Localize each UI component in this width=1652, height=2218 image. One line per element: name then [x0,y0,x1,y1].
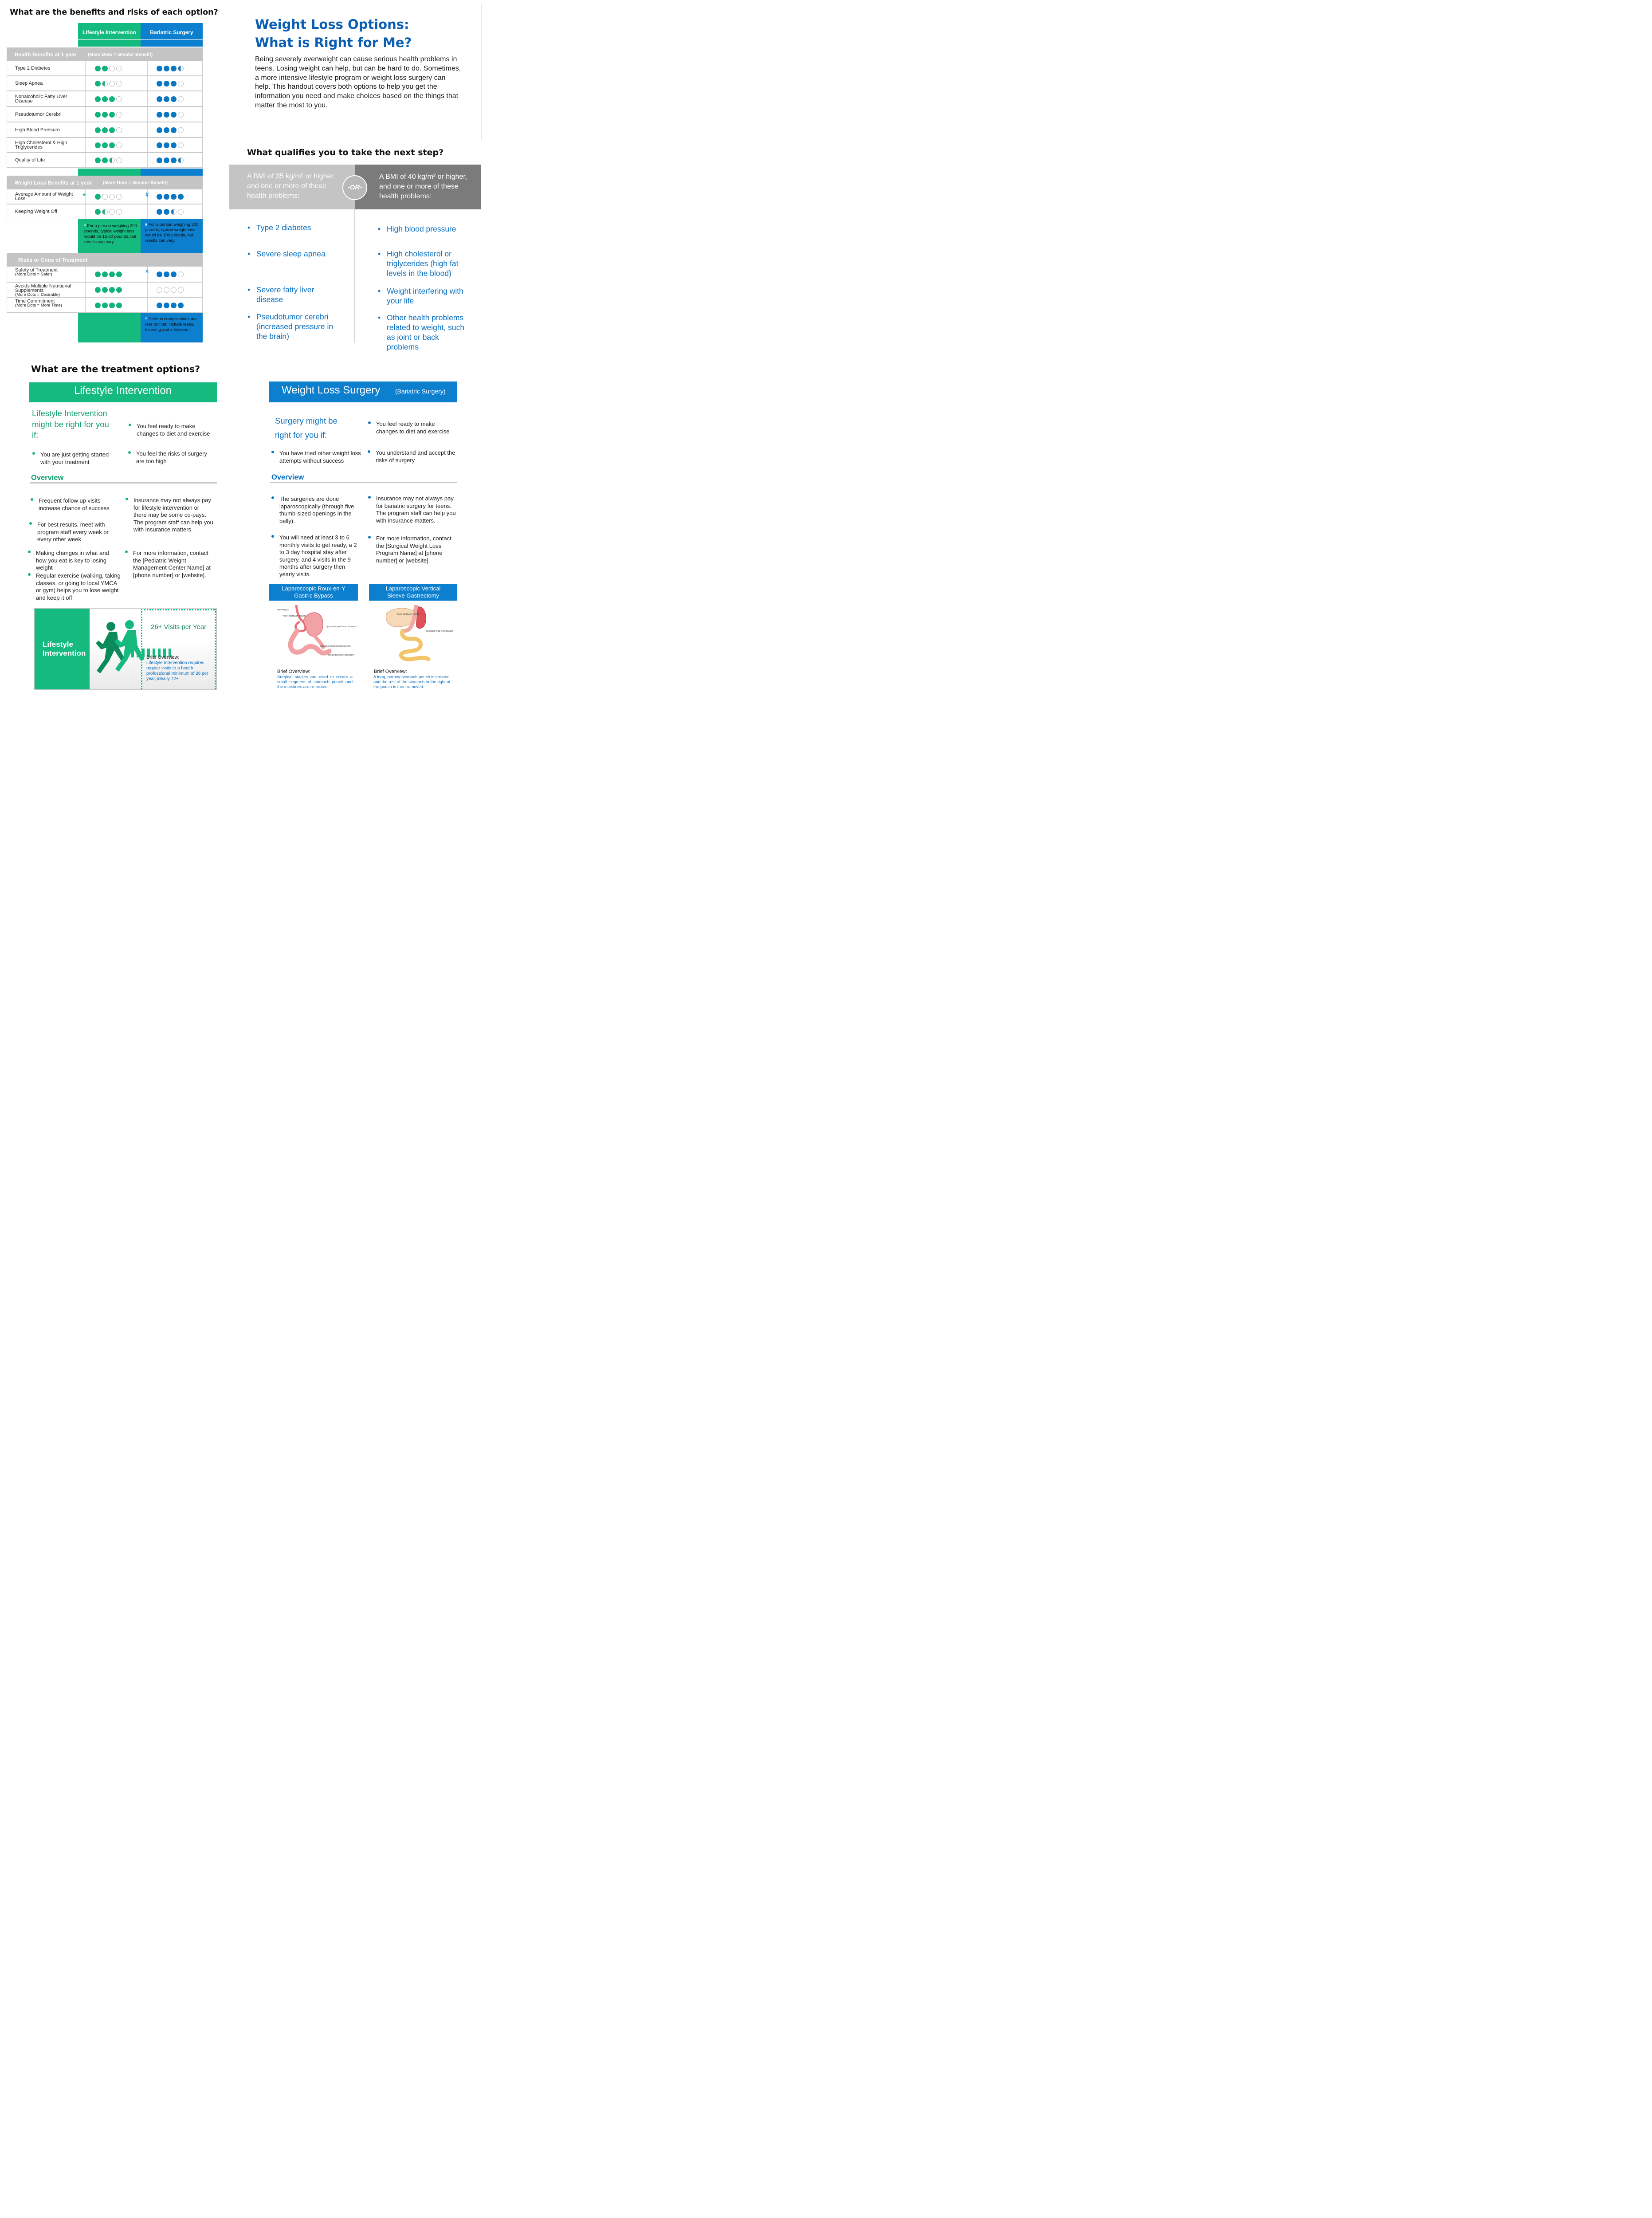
table-row [7,106,203,122]
rating-dot [102,157,108,163]
rating-dot [95,271,101,277]
table-row [7,122,203,138]
criteria-right-box: A BMI of 40 kg/m² or higher, and one or more of these health problems: [355,165,481,209]
or-badge: -OR- [342,175,367,200]
rating-dot [178,303,184,308]
lifestyle-if-item: You are just getting started with your treatment [40,451,111,466]
lifestyle-rating-dots [95,112,122,118]
lifestyle-overview-rule [30,482,217,484]
note-surgery: # For a person weighing 300 pounds, typical weight loss would be 100 pounds, but results can vary. [141,219,203,253]
surgery-rating-dots [157,157,184,163]
rating-dot [102,127,108,133]
lifestyle-if-item: You feel ready to make changes to diet and exercise [137,423,212,437]
rating-dot [109,96,115,102]
lifestyle-if-item: You feel the risks of surgery are too high [136,450,212,465]
rating-dot [109,194,115,200]
lifestyle-card [34,608,217,690]
weight-section-header: Weight Loss Benefits at 1 year (More Dots = Greater Benefit) [7,176,203,189]
label-opening: opening (jejunojejunostomy) [320,645,351,648]
criteria-item: • Weight interfering with your life [378,287,463,305]
rating-dot [178,209,184,215]
intro-body: Being severely overweight can cause serious health problems in teens. Losing weight can help, but can be hard to do. Sometimes, a more intensive lifestyle program or weight loss surgery can help. This handout covers both options to help you get the information you need and make choices based on the things that matter the most to you. [255,55,461,109]
lifestyle-overview-item: Frequent follow up visits increase chance of success [39,497,116,512]
table-row [7,189,203,204]
criteria-left-box: A BMI of 35 kg/m² or higher, and one or more of these health problems: [229,165,355,209]
criteria-item: • Type 2 diabetes [247,223,311,232]
rating-dot [157,96,162,102]
rating-dot [102,271,108,277]
rating-dot [102,142,108,148]
label-small-intestine: small intestine (jejunum) [328,654,355,657]
lifestyle-rating-dots [95,303,122,308]
rating-dot [178,194,184,200]
lifestyle-rating-dots [95,271,122,277]
rating-dot [95,194,101,200]
surgery-rating-dots [157,112,184,118]
rating-dot [116,271,122,277]
rating-dot [157,112,162,118]
lifestyle-overview-label: Overview [31,474,64,482]
note-risk: ^ Serious complications are rare but can include leaks, bleeding and infections. [141,313,203,342]
rating-dot [116,112,122,118]
lifestyle-header: Lifestyle Intervention [29,382,217,402]
rating-dot [157,157,162,163]
surgery-overview-item: The surgeries are done laparoscopically (through five thumb-sized openings in the belly). [279,496,359,525]
sleeve-brief-label: Brief Overview: [374,669,407,674]
row-label: High Cholesterol & High Triglycerides [15,140,67,150]
rating-dot [116,287,122,293]
rating-dot [164,194,169,200]
bypass-diagram [276,605,358,663]
rating-dot [171,209,177,215]
col-surgery-header: Bariatric Surgery [141,23,203,47]
rating-dot [116,96,122,102]
rating-dot [171,81,177,87]
rating-dot [95,127,101,133]
surgery-rating-dots [157,209,184,215]
surgery-rating-dots [157,96,184,102]
surgery-rating-dots [157,194,184,200]
criteria-item: • Severe fatty liver disease [247,285,314,304]
rating-dot [157,287,162,293]
rating-dot [164,142,169,148]
lifestyle-overview-item: Making changes in what and how you eat is key to losing weight [36,550,120,572]
rating-dot [102,81,108,87]
table-row [7,153,203,168]
rating-dot [171,157,177,163]
rating-dot [171,303,177,308]
intro-title-line2: What is Right for Me? [255,35,412,50]
rating-dot [102,96,108,102]
rating-dot [157,66,162,71]
lifestyle-overview-item: Regular exercise (walking, taking classes, or going to local YMCA or gym) helps you to lose weight and keep it off [36,572,122,602]
rating-dot [171,271,177,277]
rating-dot [95,287,101,293]
lifestyle-brief-label: Brief Overview: [146,655,180,660]
criteria-item: • Severe sleep apnea [247,249,326,258]
surgery-footnote-mark: ^ [145,269,149,275]
rating-dot [116,303,122,308]
rating-dot [109,209,115,215]
note-lifestyle: * For a person weighing 300 pounds, typical weight loss would be 15-30 pounds, but results can vary. [78,219,141,253]
rating-dot [109,271,115,277]
rating-dot [164,96,169,102]
intro-title-line1: Weight Loss Options: [255,17,409,32]
rating-dot [116,142,122,148]
sleeve-diagram [382,604,453,662]
surgery-footnote-mark: # [145,191,149,198]
qualify-divider [354,209,355,343]
rating-dot [95,303,101,308]
rating-dot [116,157,122,163]
row-label: Nonalcoholic Fatty Liver Disease [15,94,67,104]
surgery-if-item: You understand and accept the risks of surgery [376,449,455,464]
row-label: Average Amount of Weight Loss [15,192,73,201]
rating-dot [109,303,115,308]
label-esophagus: esophagus [277,609,289,611]
rating-dot [178,66,184,71]
criteria-item: • High blood pressure [378,224,456,233]
surgery-rating-dots [157,81,184,87]
table-row [7,266,203,282]
table-row [7,91,203,106]
rating-dot [164,157,169,163]
rating-dot [164,66,169,71]
risk-section-header: Risks or Cons of Treatment [7,253,203,266]
surgery-rating-dots [157,271,184,277]
label-new-pouch: "new" stomach pouch [282,615,306,617]
sleeve-header: Laparoscopic Vertical Sleeve Gastrectomy [369,584,457,601]
surgery-overview-rule [270,482,457,483]
surgery-if-item: You have tried other weight loss attempts without success [279,450,361,464]
table-row [7,204,203,219]
lifestyle-rating-dots [95,209,122,215]
row-label: Sleep Apnea [15,81,43,86]
row-label: Time Commitment (More Dots = More Time) [15,299,62,308]
rating-dot [116,127,122,133]
lifestyle-rating-dots [95,194,122,200]
rating-dot [102,209,108,215]
surgery-overview-item: For more information, contact the [Surgical Weight Loss Program Name] at [phone number] or [website]. [376,535,458,564]
rating-dot [171,194,177,200]
surgery-rating-dots [157,303,184,308]
rating-dot [171,112,177,118]
surgery-overview-label: Overview [271,473,304,481]
bypass-header: Laparoscopic Roux-en-Y Gastric Bypass [269,584,358,601]
lifestyle-card-left [35,609,90,689]
rating-dot [95,142,101,148]
lifestyle-overview-item: For more information, contact the [Pediatric Weight Management Center Name] at [phone number] or [website]. [133,550,215,579]
rating-dot [164,127,169,133]
criteria-item: • Pseudotumor cerebri (increased pressure in the brain) [247,312,334,341]
rating-dot [157,194,162,200]
rating-dot [95,157,101,163]
row-label: Safety of Treatment (More Dots = Safer) [15,267,58,277]
lifestyle-rating-dots [95,127,122,133]
rating-dot [178,81,184,87]
rating-dot [157,209,162,215]
health-section-header: Health Benefits at 1 year (More Dots = Greater Benefit) [7,47,203,61]
label-bypassed: bypassed portion of stomach [326,625,357,628]
rating-dot [157,271,162,277]
rating-dot [95,96,101,102]
sleeve-brief-text: A long, narrow stomach pouch is created and the rest of the stomach to the right of the pouch is then removed. [373,675,451,689]
surgery-overview-item: You will need at least 3 to 6 monthly visits to get ready, a 2 to 3 day hospital stay after surgery, and 4 visits in the 9 months after surgery then yearly visits. [279,534,361,578]
rating-dot [171,287,177,293]
col-lifestyle-header: Lifestyle Intervention [78,23,141,47]
rating-dot [95,81,101,87]
row-label: High Blood Pressure [15,127,60,133]
rating-dot [157,142,162,148]
lifestyle-rating-dots [95,81,122,87]
rating-dot [157,81,162,87]
visits-label: 26+ Visits per Year [151,623,207,631]
rating-dot [116,194,122,200]
row-label: Avoids Multiple Nutritional Supplements (More Dots = Desirable) [15,283,71,297]
rating-dot [95,112,101,118]
rating-dot [116,66,122,71]
lifestyle-overview-item: Insurance may not always pay for lifestyle intervention or there may be some co-pays. The program staff can help you with insurance matters. [133,497,213,533]
rating-dot [109,66,115,71]
table-row [7,297,203,313]
rating-dot [164,81,169,87]
criteria-item: • Other health problems related to weight, such as joint or back problems [378,313,465,351]
lifestyle-overview-item: For best results, meet with program staff every week or every other week [37,521,115,543]
row-label: Pseudotumor Cerebri [15,112,62,117]
bypass-brief-text: Surgical staples are used to create a small segment of stomach pouch and the intestines are re-routed. [277,675,353,689]
rating-dot [109,112,115,118]
intro-panel [229,4,482,140]
label-stomach-removed: Stomach that is removed [426,630,453,633]
rating-dot [157,127,162,133]
rating-dot [164,112,169,118]
lifestyle-rating-dots [95,142,122,148]
rating-dot [164,271,169,277]
rating-dot [116,209,122,215]
rating-dot [178,157,184,163]
surgery-if-item: You feel ready to make changes to diet and exercise [376,421,456,435]
surgery-rating-dots [157,287,184,293]
rating-dot [164,209,169,215]
rating-dot [95,209,101,215]
rating-dot [116,81,122,87]
row-label: Type 2 Diabetes [15,66,51,71]
lifestyle-rating-dots [95,287,122,293]
rating-dot [102,112,108,118]
rating-dot [102,287,108,293]
rating-dot [178,96,184,102]
rating-dot [95,66,101,71]
surgery-overview-item: Insurance may not always pay for bariatric surgery for teens. The program staff can help you with insurance matters. [376,495,456,524]
rating-dot [178,127,184,133]
row-label: Keeping Weight Off [15,209,57,214]
rating-dot [109,127,115,133]
qualify-heading: What qualifies you to take the next step? [247,148,444,157]
table-row [7,282,203,297]
rating-dot [171,142,177,148]
rating-dot [171,66,177,71]
surgery-header: Weight Loss Surgery (Bariatric Surgery) [269,381,457,402]
rating-dot [178,142,184,148]
table-row [7,76,203,91]
rating-dot [171,96,177,102]
lifestyle-rating-dots [95,157,122,163]
row-label: Quality of Life [15,157,45,163]
criteria-item: • High cholesterol or triglycerides (high fat levels in the blood) [378,249,459,278]
rating-dot [178,287,184,293]
rating-dot [164,287,169,293]
rating-dot [164,303,169,308]
rating-dot [178,112,184,118]
rating-dot [109,142,115,148]
rating-dot [171,127,177,133]
bypass-brief-label: Brief Overview: [277,669,310,674]
surgery-rating-dots [157,142,184,148]
lifestyle-right-for: Lifestyle Intervention might be right for you if: [32,409,109,440]
benefits-heading: What are the benefits and risks of each option? [10,8,218,17]
rating-dot [109,81,115,87]
label-new-stomach-pouch: New stomach pouch [397,613,420,616]
rating-dot [109,157,115,163]
lifestyle-footnote-mark: * [83,192,86,200]
rating-dot [109,287,115,293]
surgery-rating-dots [157,127,184,133]
rating-dot [102,194,108,200]
rating-dot [102,303,108,308]
rating-dot [178,271,184,277]
treatment-heading: What are the treatment options? [31,364,200,374]
lifestyle-rating-dots [95,96,122,102]
surgery-right-for: Surgery might be right for you if: [275,416,337,440]
table-row [7,138,203,153]
table-row [7,61,203,76]
lifestyle-brief-text: Lifestyle Intervention requires regular visits to a health professional minimum of 26 per year, ideally 72+. [146,661,208,681]
rating-dot [157,303,162,308]
lifestyle-rating-dots [95,66,122,71]
rating-dot [102,66,108,71]
surgery-rating-dots [157,66,184,71]
lifestyle-card-title: Lifestyle Intervention [43,640,86,657]
